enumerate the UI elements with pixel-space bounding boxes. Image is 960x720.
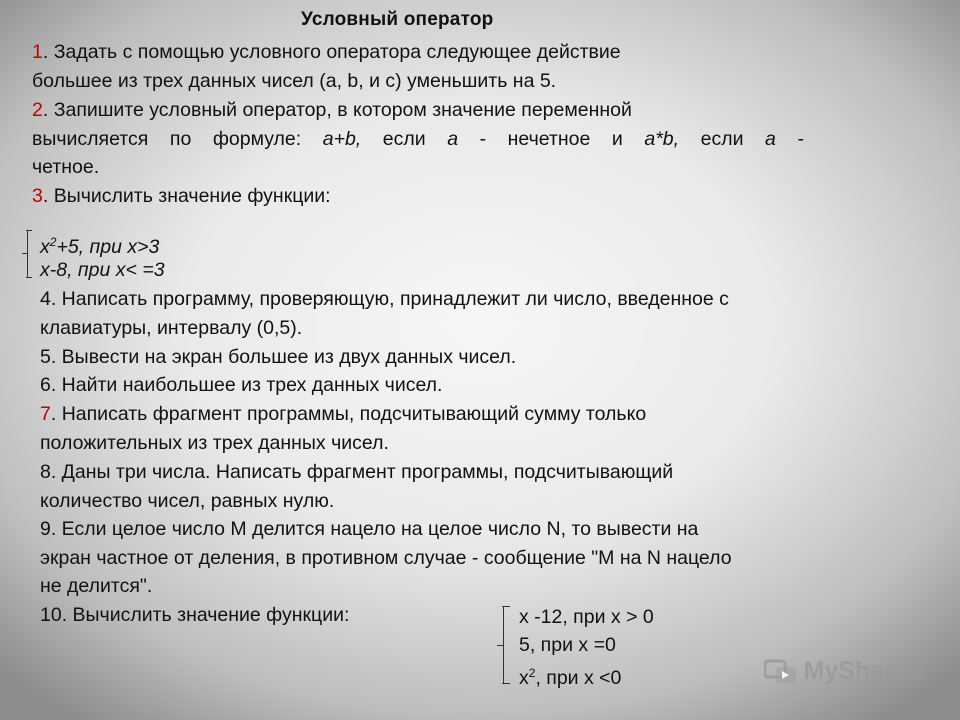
item-2-line-3: четное. — [32, 156, 100, 178]
case-1-base: x — [40, 236, 50, 258]
word: нечетное — [507, 128, 591, 150]
item-4-line-1: 4. Написать программу, проверяющую, принадлежит ли число, введенное с — [40, 288, 729, 310]
item-3-line — [32, 184, 331, 208]
word: формуле: — [212, 128, 302, 150]
item-1-text-1: . Задать с помощью условного оператора следующее действие — [42, 41, 621, 63]
case-3-exponent: 2 — [528, 666, 536, 680]
item-10-case-1: x -12, при x > 0 — [519, 606, 654, 628]
piecewise-brace-2-tip — [497, 645, 503, 646]
word: если — [382, 128, 426, 150]
item-10-case-2: 5, при x =0 — [519, 634, 616, 656]
item-3-case-1 — [40, 230, 159, 259]
item-2-line-2 — [32, 127, 804, 151]
case-1-exponent: 2 — [49, 235, 57, 249]
item-10-line: 10. Вычислить значение функции: — [40, 604, 350, 626]
item-9-line-3: не делится". — [40, 575, 153, 597]
word: и — [611, 128, 623, 150]
item-5: 5. Вывести на экран большее из двух данных чисел. — [40, 346, 517, 368]
word: вычисляется — [32, 128, 149, 150]
item-4-line-2: клавиатуры, интервалу (0,5). — [40, 317, 303, 339]
piecewise-brace-1 — [27, 230, 28, 278]
word: по — [169, 128, 192, 150]
item-7-line-1 — [40, 402, 646, 426]
piecewise-brace-1-tip — [22, 253, 27, 254]
item-1-line-2: большее из трех данных чисел (a, b, и c) уменьшить на 5. — [32, 70, 557, 92]
word: a+b, — [322, 128, 362, 150]
word: если — [700, 128, 744, 150]
myshared-watermark — [764, 657, 923, 686]
item-2-number: 2 — [32, 99, 43, 121]
word: - — [479, 128, 487, 150]
item-10-case-3 — [519, 661, 621, 690]
item-1-line-1 — [32, 40, 621, 64]
item-3-case-2: x-8, при x< =3 — [40, 259, 165, 281]
word: a — [447, 128, 459, 150]
myshared-logo-icon — [764, 658, 798, 686]
item-9-line-1: 9. Если целое число M делится нацело на целое число N, то вывести на — [40, 518, 699, 540]
item-7-number: 7 — [40, 403, 51, 425]
item-9-line-2: экран частное от деления, в противном случае - сообщение "M на N нацело — [40, 547, 732, 569]
item-1-number: 1 — [32, 41, 43, 63]
case-3-rest: , при x <0 — [535, 667, 622, 689]
item-6: 6. Найти наибольшее из трех данных чисел. — [40, 374, 443, 396]
slide-title: Условный оператор — [301, 9, 494, 30]
item-2-text-1: . Запишите условный оператор, в котором значение переменной — [42, 99, 632, 121]
watermark-text: MyShared — [803, 657, 923, 685]
item-2-line-1 — [32, 98, 632, 122]
case-3-base: x — [519, 667, 529, 689]
case-1-rest: +5, при x>3 — [56, 236, 160, 258]
word: - — [797, 128, 804, 150]
item-8-line-2: количество чисел, равных нулю. — [40, 490, 335, 512]
item-7-line-2: положительных из трех данных чисел. — [40, 432, 389, 454]
word: a — [765, 128, 776, 150]
item-3-number: 3 — [32, 185, 43, 207]
piecewise-brace-2 — [503, 606, 504, 684]
item-8-line-1: 8. Даны три числа. Написать фрагмент программы, подсчитывающий — [40, 461, 674, 483]
word: a*b, — [644, 128, 680, 150]
item-7-text-1: . Написать фрагмент программы, подсчитывающий сумму только — [50, 403, 647, 425]
item-3-text: . Вычислить значение функции: — [42, 185, 331, 207]
